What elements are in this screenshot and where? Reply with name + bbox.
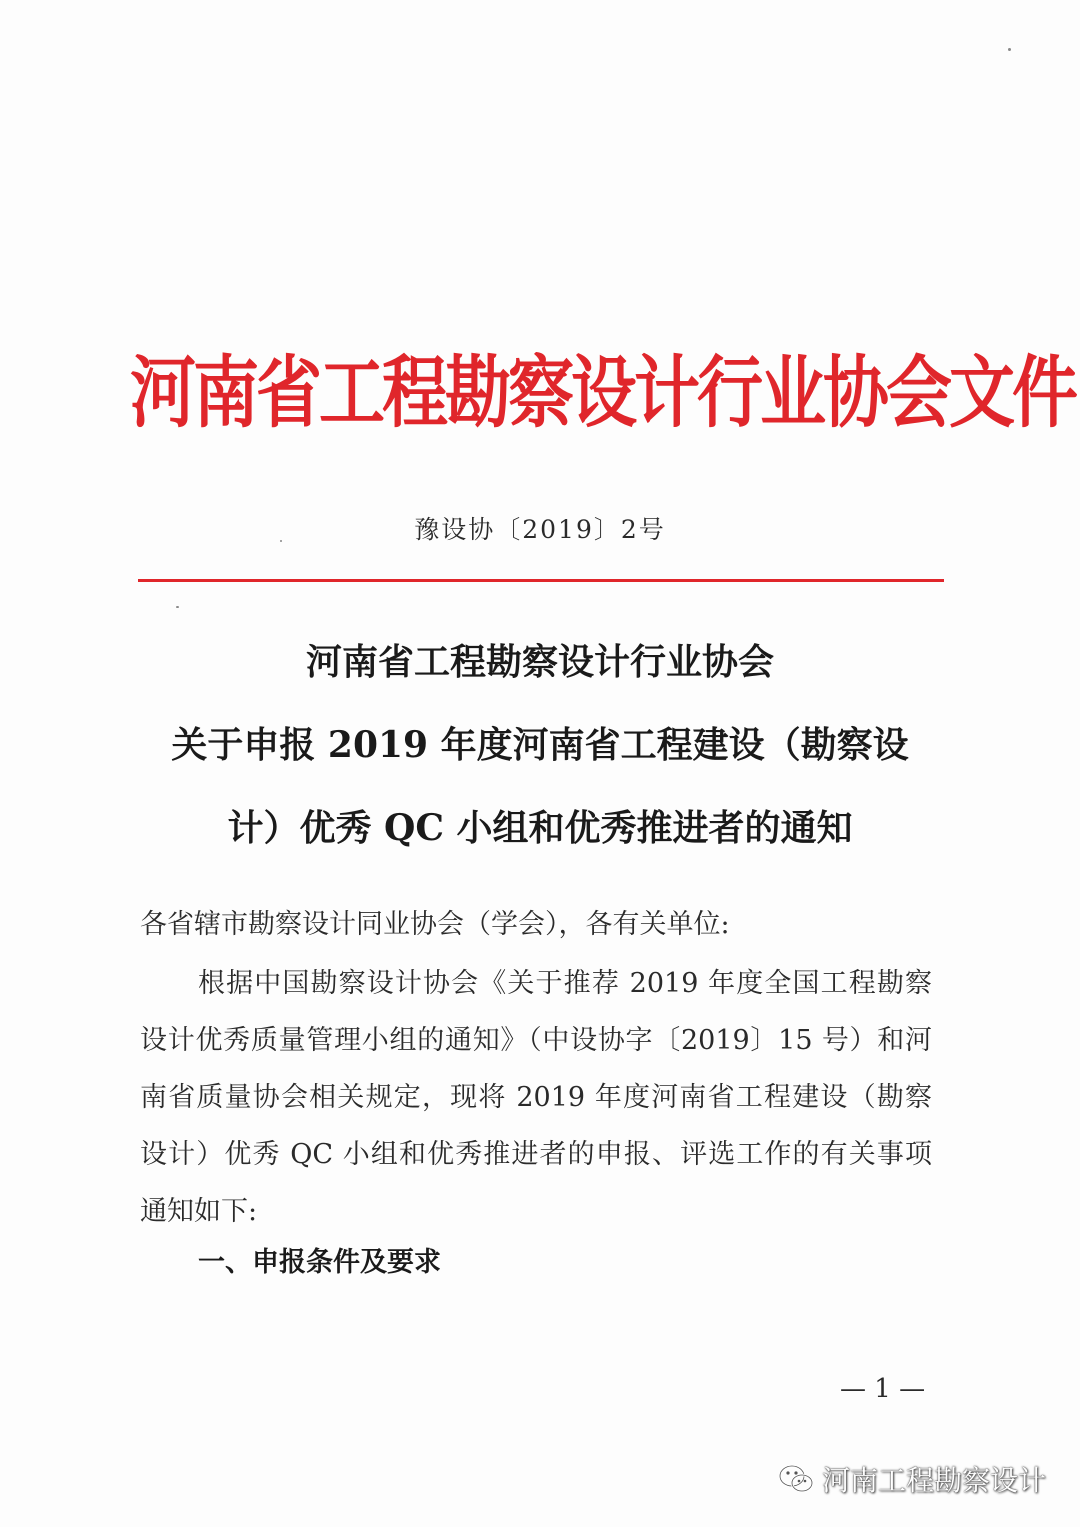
notice-title-line-1: 河南省工程勘察设计行业协会 [305, 641, 774, 683]
body-line-4: 设计）优秀 QC 小组和优秀推进者的申报、评选工作的有关事项 [140, 1139, 932, 1170]
body-line-5: 通知如下: [140, 1196, 258, 1227]
scan-speck [1008, 48, 1011, 51]
salutation: 各省辖市勘察设计同业协会（学会），各有关单位: [140, 909, 730, 940]
masthead-title: 河南省工程勘察设计行业协会文件 [130, 347, 1075, 439]
wechat-watermark [778, 1459, 1046, 1499]
body-line-1: 根据中国勘察设计协会《关于推荐 2019 年度全国工程勘察 [198, 968, 932, 999]
page-number: — 1 — [840, 1374, 926, 1404]
wechat-icon [778, 1464, 814, 1494]
body-line-3: 南省质量协会相关规定，现将 2019 年度河南省工程建设（勘察 [140, 1082, 932, 1113]
body-line-2: 设计优秀质量管理小组的通知》（中设协字〔2019〕15 号）和河 [140, 1025, 932, 1056]
notice-title-line-3: 计）优秀 QC 小组和优秀推进者的通知 [227, 807, 853, 849]
document-number: 豫设协〔2019〕2号 [414, 515, 666, 544]
notice-title-line-2: 关于申报 2019 年度河南省工程建设（勘察设 [171, 724, 909, 766]
watermark-text: 河南工程勘察设计 [821, 1464, 1046, 1497]
section-heading: 一、申报条件及要求 [198, 1247, 441, 1278]
scan-speck [176, 606, 179, 608]
red-divider [138, 579, 944, 582]
